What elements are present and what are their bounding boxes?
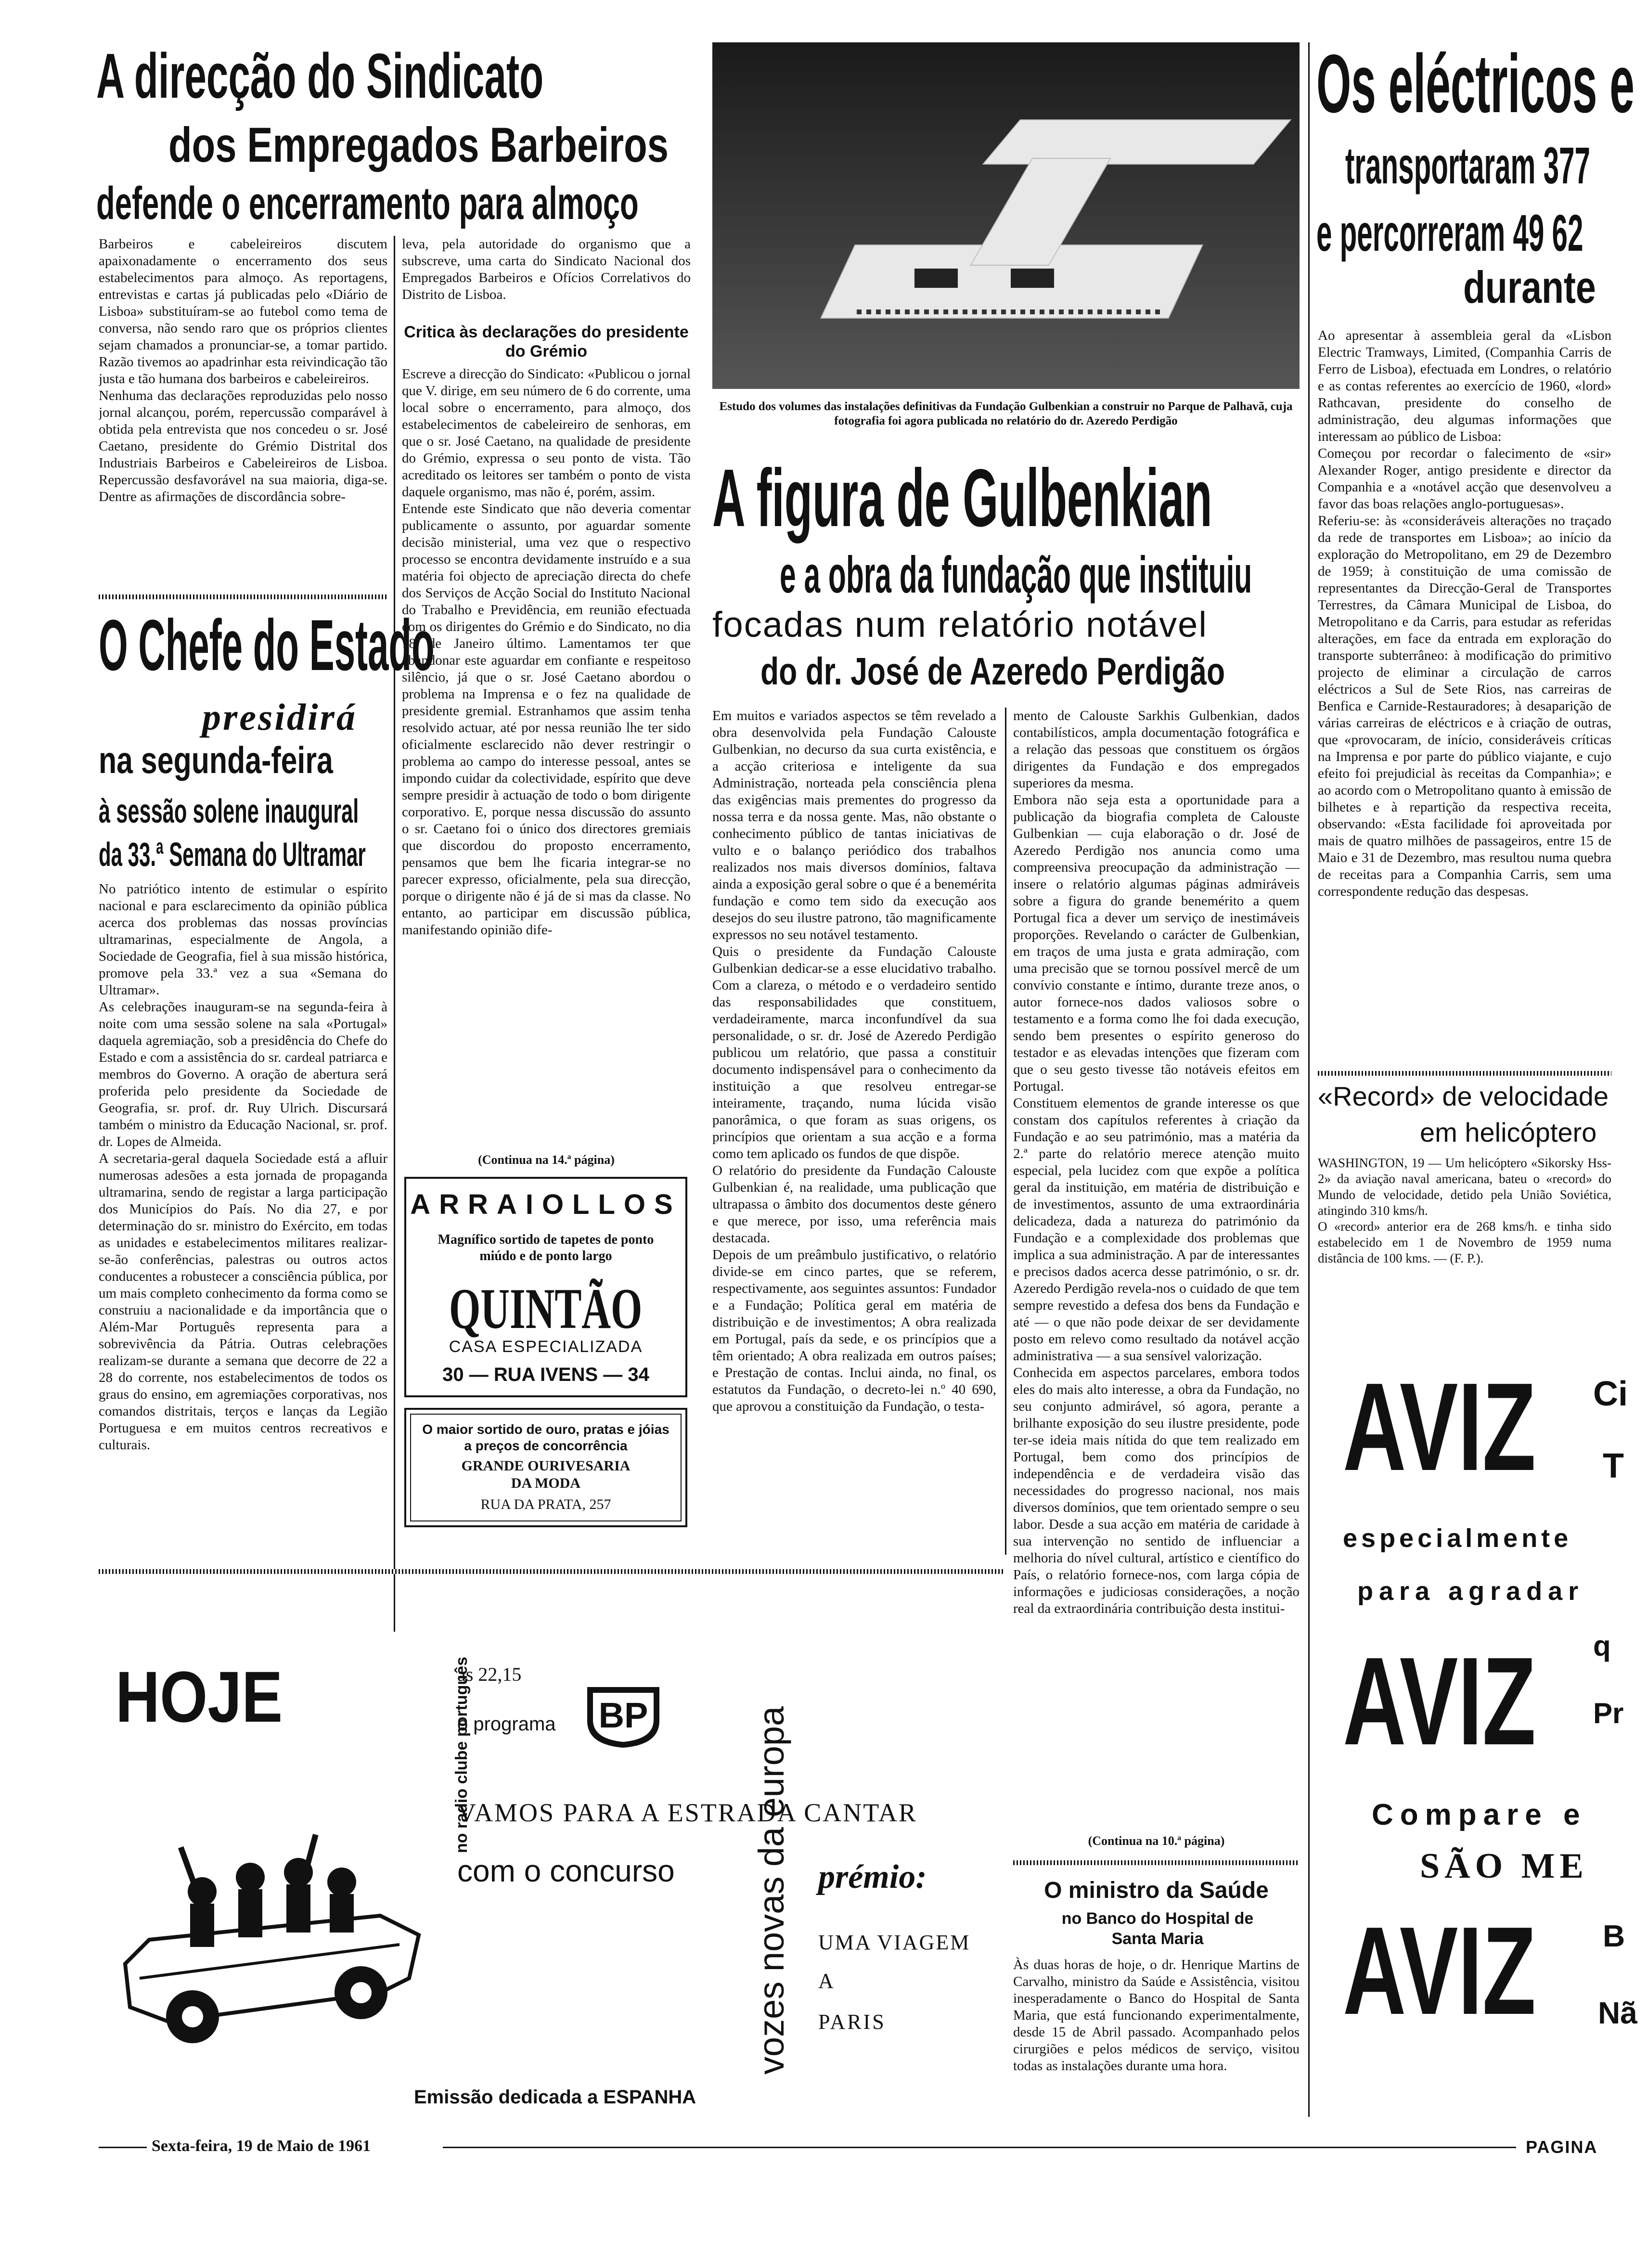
bp-programa: o programa [457,1714,556,1735]
bp-viagem-1: UMA VIAGEM [818,1931,971,1954]
gulbenkian-headline-1: A figura de Gulbenkian [712,452,1212,544]
chefe-headline-3: na segunda-feira [99,739,333,781]
bp-estrada: VAMOS PARA A ESTRADA CANTAR [457,1798,917,1827]
aviz-logo-2: AVIZ [1343,1632,1536,1771]
photo-caption: Estudo dos volumes das instalações definitivas da Fundação Gulbenkian a construir no Parque de Palhavã, cuja fotografia foi agora publicada no relatório do dr. Azeredo Perdigão [719,400,1293,427]
electricos-text: Ao apresentar à assembleia geral da «Lisbon Electric Tramways, Limited, (Companhia Carris de Ferro de Lisboa), efectuada em Londres, o relatório e as contas referentes ao exercício de 1960, «lord» Rathcavan, presidente do conselho de administração, deu algumas informações que interessam ao público de Lisboa: Começou por recordar o falecimento de «sir» Alexander Roger, antigo presidente e director da Companhia e a «notável acção que desenvolveu a favor das boas relações anglo-portuguesas». Referiu-se: às «consideráveis alterações no traçado da rede de transportes em Lisboa»; ao início da exploração do Metropolitano, em 29 de Dezembro de 1959; à constituição de uma comissão de representantes da Direcção-Geral de Transportes Terrestres, da Câmara Municipal de Lisboa, do Metropolitano e da Carris, para estudar as referidas alterações, em face da entrada em exploração do transporte subterrâneo: à modificação do primitivo projecto de eliminar a circulação de carros eléctricos a Sul de Sete Rios, nas carreiras de Benfica e Carnide-Restauradores; à desaparição de várias carreiras de eléctricos e à criação de outras, que «provocaram, de início, consideráveis críticas na Imprensa e por parte do público viajante, e cujo efeito foi prejudicial às receitas da Companhia»; e ao acordo com o Metropolitano quanto à emissão de bilhetes e à repartição da respectiva receita, observando: «Esta facilidade foi aproveitada por mais de quatro milhões de passageiros, entre 15 de Maio e 31 de Dezembro, mas resultou numa quebra de receitas para a Companhia Carris, sem uma correspondente redução das despesas. [1318,328,1611,899]
bp-viagem-3: PARIS [818,2010,886,2034]
section-rule [99,1569,1004,1574]
electricos-headline-1: Os eléctricos e [1316,38,1635,130]
aviz-side-3: q [1593,1630,1611,1662]
arraiolos-brand: QUINTÃO [449,1276,643,1340]
ourivesaria-address: RUA DA PRATA, 257 [480,1496,611,1512]
arraiolos-title: ARRAIOLLOS [410,1189,682,1220]
aviz-sao: SÃO ME [1420,1846,1588,1886]
sindicato-col1-text: Barbeiros e cabeleireiros discutem apaixonadamente o encerramento dos seus estabelecimentos para almoço. As reportagens, entrevistas e cartas já publicadas pelo «Diário de Lisboa» substituíram-se ao futebol como tema de conversa, não sendo raro que os próprios clientes sejam chamados a pronunciar-se, a tomar partido. Razão tivemos ao apadrinhar esta reivindicação tão justa e tão humana dos barbeiros e cabeleireiros. Nenhuma das declarações reproduzidas pelo nosso jornal alcançou, porém, repercussão comparável à obtida pela entrevista que nos concedeu o sr. José Caetano, presidente do Grémio Distrital dos Industriais Barbeiros e Cabeleireiros de Lisboa. Repercussão desfavorável na sua maioria, diga-se. Dentre as afirmações de discordância sobre- [99,236,387,504]
record-headline-2: em helicóptero [1420,1117,1597,1147]
column-rule [1308,42,1310,2117]
car-icon [111,1819,428,2060]
gulbenkian-headline-2: e a obra da fundação que instituiu [780,545,1252,604]
aviz-side-4: Pr [1593,1697,1624,1729]
aviz-agradar: para agradar [1357,1577,1584,1606]
ourivesaria-name2: DA MODA [511,1475,581,1491]
ourivesaria-name1: GRANDE OURIVESARIA [461,1458,631,1474]
footer-page-label: PAGINA [1526,2137,1598,2157]
bp-time: às 22,15 [457,1663,522,1685]
aviz-logo-3: AVIZ [1343,1901,1536,2041]
chefe-headline-4: à sessão solene inaugural [99,792,359,830]
record-text: WASHINGTON, 19 — Um helicóptero «Sikorsky Hss-2» da aviação naval americana, bateu o «record» do Mundo de velocidade, detido pela União Soviética, atingindo 310 kms/h. O «record» anterior era de 268 kms/h. e tinha sido estabelecido em 1 de Novembro de 1959 numa distância de 100 kms. — (F. P.). [1318,1156,1611,1265]
chefe-headline-2: presidirá [202,696,358,738]
gulbenkian-col1-text: Em muitos e variados aspectos se têm revelado a obra desenvolvida pela Fundação Calouste Gulbenkian, no decurso da sua curta existência, e a acção criteriosa e inteligente da sua Administração, norteada pela consciência plena das exigências mais prementes do progresso da nossa terra e da nossa gente. Mas, não obstante o conhecimento público de tantas iniciativas de vulto e o balanço periódico dos trabalhos realizados nos mais diversos domínios, faltava ainda a exposição geral sobre o que é a benemérita fundação e como tem sido da execução aos desejos do seu ilustre patrono, tão magnificamente expressos no seu notável testamento. Quis o presidente da Fundação Calouste Gulbenkian dedicar-se a esse elucidativo trabalho. Com a clareza, o método e o verdadeiro sentido das responsabilidades que constituem, verdadeiramente, marca inconfundível da sua personalidade, o sr. dr. José de Azeredo Perdigão publicou um relatório, que passa a constituir documento indispensável para o conhecimento da instituição a que resolveu entregar-se inteiramente, traçando, numa lúcida visão panorâmica, o que foram as suas origens, os princípios que orientam a sua acção e a forma como tem aplicado os fundos de que dispõe. O relatório do presidente da Fundação Calouste Gulbenkian é, na realidade, uma publicação que ultrapassa o âmbito dos documentos deste género e que merece, por isso, uma referência mais destacada. Depois de um preâmbulo justificativo, o relatório divide-se em cinco partes, que se referem, respectivamente, aos seguintes assuntos: Fundador e a Fundação; Política geral em matéria de distribuição e de investimentos; A obra realizada em Portugal, país da sede, e os princípios que a têm orientado; A obra realizada em outros países; e Prestação de contas. Inclui ainda, no final, os estatutos da Fundação, o decreto-lei n.º 40 690, que aprovou a constituição da Fundação, o testa- [712,708,996,1414]
saude-headline: O ministro da Saúde [1044,1878,1269,1903]
aviz-side-1: Ci [1593,1375,1628,1413]
bp-emissao: Emissão dedicada a ESPANHA [414,2087,696,2108]
aviz-ad [1343,1350,1648,2125]
bp-vozes-vertical: vozes novas da europa [751,1706,791,2075]
arraiolos-address: 30 — RUA IVENS — 34 [442,1364,649,1385]
sindicato-headline-1: A direcção do Sindicato [96,40,544,111]
bp-hoje: HOJE [116,1656,283,1737]
bp-logo [582,1682,664,1750]
bp-concurso: com o concurso [457,1854,675,1888]
footer-rule-left [99,2147,147,2148]
aviz-logo-1: AVIZ [1343,1357,1536,1497]
sindicato-subhead: Critica às declarações do presidente do Grémio [404,323,689,361]
section-rule [99,594,387,599]
gulbenkian-photo [712,42,1300,389]
column-rule [394,236,395,1632]
electricos-headline-2: transportaram 377 [1345,136,1590,194]
electricos-headline-3: e percorreram 49 62 [1316,204,1584,262]
saude-subhead: no Banco do Hospital de Santa Maria [1061,1909,1254,1948]
section-rule [1318,1071,1611,1076]
arraiolos-desc: Magnífico sortido de tapetes de ponto miúdo e de ponto largo [438,1232,654,1263]
chefe-text: No patriótico intento de estimular o espírito nacional e para esclarecimento da opinião pública acerca dos problemas das nossas províncias ultramarinas, especialmente de Angola, a Sociedade de Geografia, fiel à sua missão histórica, promove pela 33.ª vez a sua «Semana do Ultramar». As celebrações inauguram-se na segunda-feira à noite com uma sessão solene na sala «Portugal» daquela agremiação, sob a presidência do Chefe do Estado e com a assistência do sr. cardeal patriarca e membros do Governo. A oração de abertura será proferida pelo presidente da Sociedade de Geografia, sr. prof. dr. Ruy Ulrich. Discursará também o ministro da Educação Nacional, sr. prof. dr. Lopes de Almeida. A secretaria-geral daquela Sociedade está a afluir numerosas adesões a esta jornada de propaganda ultramarina, sendo de registar a larga participação dos Municípios do País. No dia 27, e por determinação do sr. ministro do Exército, em todas as unidades e estabelecimentos militares realizar-se-ão conferências, palestras ou outros actos conducentes a robustecer a consciência pública, por um mais completo conhecimento da forma como se construiu a nacionalidade e da importância que o Além-Mar Português representa para a sobrevivência da Pátria. Outras celebrações realizam-se durante a semana que decorre de 22 a 28 do corrente, nos estabelecimentos de todos os graus do ensino, em agremiações corporativas, nos comandos distritais, terços e lanças da Legião Portuguesa e em muitos centros recreativos e culturais. [99,881,387,1453]
gulbenkian-col2-text: mento de Calouste Sarkhis Gulbenkian, dados contabilísticos, ampla documentação fotográfica e a relação das pessoas que constituem os órgãos dirigentes da Fundação e dos empregados superiores da mesma. Embora não seja esta a oportunidade para a publicação da biografia completa de Calouste Gulbenkian — cuja elaboração o dr. José de Azeredo Perdigão nos anuncia como uma compreensiva preocupação da administração — insere o relatório algumas páginas admiráveis sobre a figura do grande benemérito a quem Portugal fica a dever um serviço de inestimáveis proporções. Revelando o carácter de Gulbenkian, em traços de uma justa e grata admiração, com uma precisão que se tornou possível mercê de um convívio constante e íntimo, durante treze anos, o autor fornece-nos dados valiosos sobre o testamento e a forma como lhe foi dada execução, sendo bem presentes o espírito generoso do testador e as elevadas intenções que fizeram com que o seu gesto tivesse tão notáveis efeitos em Portugal. Constituem elementos de grande interesse os que constam dos capítulos referentes à criação da Fundação e ao seu património, mas a matéria da 2.ª parte do relatório merece atenção muito especial, pela lucidez com que expõe a política geral da instituição, em matéria de distribuição e de investimentos, assunto de uma extraordinária delicadeza, dada a natureza do património da Fundação e a complexidade dos problemas que implica a sua administração. A par de interessantes e precisos dados acerca desse património, o sr. dr. Azeredo Perdigão revela-nos o cuidado de que tem sempre revestido a defesa dos bens da Fundação e até — o que não pode deixar de ser devidamente posto em relevo como resultado da notável acção administrativa — a sua sensível valorização. Conhecida em aspectos parcelares, embora todos eles do mais alto interesse, a obra da Fundação, no seu conjunto admirável, só agora, perante a brilhante exposição do seu ilustre presidente, pode ter-se ideia mais nítida do que tem realizado em Portugal, bem como dos princípios de independência e de verdadeira visão das necessidades do progresso nacional, nos mais diversos domínios, que tem orientado sempre o seu labor. Desde a sua acção em matéria de caridade à sua intervenção no sentido de influenciar a melhoria do nível cultural, artístico e científico do País, o relatório fornece-nos, com larga cópia de informações e judiciosas considerações, a noção real da extraordinária contribuição desta institui- [1013,708,1300,1616]
sindicato-continuation: (Continua na 14.ª página) [478,1153,615,1167]
section-rule [1013,1860,1300,1865]
footer-date: Sexta-feira, 19 de Maio de 1961 [152,2137,371,2155]
gulbenkian-continuation: (Continua na 10.ª página) [1088,1834,1225,1848]
aviz-especial: especialmente [1343,1524,1572,1553]
chefe-headline-1: O Chefe do Estado [99,605,435,685]
sindicato-headline-2: dos Empregados Barbeiros [168,117,669,172]
car-illustration [111,1819,428,2060]
aviz-side-2: T [1603,1447,1624,1485]
aviz-side-5: B [1603,1919,1625,1953]
record-headline-1: «Record» de velocidade [1318,1081,1609,1111]
chefe-headline-5: da 33.ª Semana do Ultramar [99,836,366,873]
ourivesaria-ad [404,1408,687,1527]
saude-text: Às duas horas de hoje, o dr. Henrique Martins de Carvalho, ministro da Saúde e Assistência, visitou inesperadamente o Banco do Hospital de Santa Maria, que está funcionando experimentalmente, desde 15 de Abril passado. Acompanhado pelos cirurgiões e pelos médicos de serviço, visitou todas as instalações durante uma hora. [1013,1957,1300,2074]
arraiolos-ad [404,1177,687,1397]
bp-logo-text: BP [598,1695,648,1735]
bp-premio: prémio: [818,1858,927,1895]
gulbenkian-headline-4: do dr. José de Azeredo Perdigão [760,650,1225,693]
ourivesaria-line1: O maior sortido de ouro, pratas e jóias a preços de concorrência [422,1422,670,1453]
bp-viagem-2: A [818,1969,834,1993]
gulbenkian-headline-3: focadas num relatório notável [712,605,1208,644]
column-rule [1005,708,1006,1555]
footer-rule-right [443,2147,1516,2148]
aviz-compare: Compare e [1372,1798,1587,1831]
bp-radio-vertical: no radio clube português [452,1656,471,1853]
sindicato-col2-text-top: leva, pela autoridade do organismo que a subscreve, uma carta do Sindicato Nacional dos Empregados Barbeiros e Ofícios Correlativos do Distrito de Lisboa. [402,236,691,302]
sindicato-col2-text: Escreve a direcção do Sindicato: «Publicou o jornal que V. dirige, em seu número de 6 do corrente, uma local sobre o encerramento, para almoço, dos estabelecimentos de cabeleireiro de senhoras, em que o sr. José Caetano, na qualidade de presidente do Grémio, expressa o seu ponto de vista. Tão acreditado os leitores ser também o ponto de vista daquele organismo, mas não é, porém, assim. Entende este Sindicato que não deveria comentar publicamente o assunto, por aguardar somente decisão ministerial, uma vez que o respectivo processo se encontra devidamente instruído e a sua matéria foi objecto de apreciação directa do chefe dos Serviços de Acção Social do Instituto Nacional do Trabalho e Previdência, em reunião efectuada com os dirigentes do Grémio e do Sindicato, no dia 18 de Janeiro último. Lamentamos ter que abandonar este aguardar em confiante e respeitoso silêncio, já que o sr. José Caetano abordou o problema na Imprensa e o fez na qualidade de presidente gremial. Estranhamos que assim tenha resolvido actuar, até por nessa reunião lhe ter sido oficialmente esclarecido não dever restringir o problema ao campo do interesse pessoal, antes se impondo cuidar da colectividade, espírito que deve sempre presidir à actuação de todo o bom dirigente corporativo. E, porque nessa discussão do assunto o sr. Caetano foi o único dos directores gremiais que discordou do proposto encerramento, pensamos que bem lhe ficaria integrar-se no parecer expresso, oficialmente, pela sua direcção, porque o dirigente não é já de si mas da classe. No entanto, ao participar em discussão pública, manifestando opinião dife- [402,366,691,938]
aviz-side-6: Nã [1598,1996,1637,2030]
sindicato-headline-3: defende o encerramento para almoço [96,178,639,229]
electricos-headline-4: durante [1463,262,1596,312]
arraiolos-sub: CASA ESPECIALIZADA [449,1338,643,1356]
